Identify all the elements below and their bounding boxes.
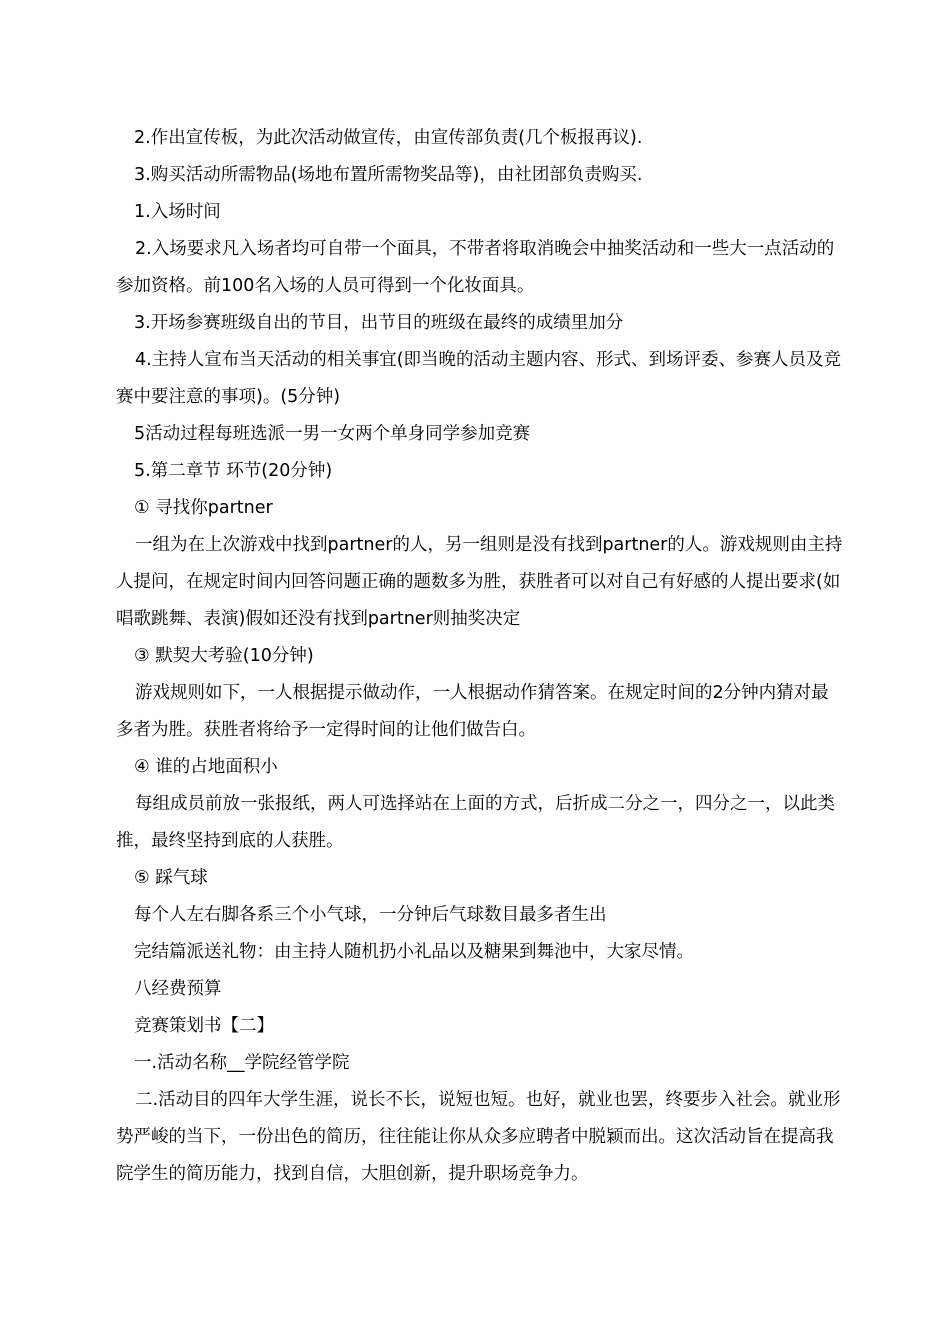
paragraph-16: 每个人左右脚各系三个小气球，一分钟后气球数目最多者生出 [134,905,607,925]
paragraph-1: 2.作出宣传板，为此次活动做宣传，由宣传部负责(几个板报再议). [134,128,643,148]
paragraph-10: 一组为在上次游戏中找到partner的人，另一组则是没有找到partner的人。游戏规则由主持人提问，在规定时间内回答问题正确的题数多为胜，获胜者可以对自己有好感的人提出要求(如唱歌跳舞、表演)假如还没有找到partner则抽奖决定 [116,535,843,629]
paragraph-5: 3.开场参赛班级自出的节目，出节目的班级在最终的成绩里加分 [134,313,624,333]
paragraph-14: 每组成员前放一张报纸，两人可选择站在上面的方式，后折成二分之一，四分之一，以此类推，最终坚持到底的人获胜。 [116,794,835,851]
paragraph-18: 八经费预算 [134,979,222,999]
paragraph-19: 竞赛策划书【二】 [134,1016,274,1036]
paragraph-21: 二.活动目的四年大学生涯，说长不长，说短也短。也好，就业也罢，终要步入社会。就业形势严峻的当下，一份出色的简历，往往能让你从众多应聘者中脱颖而出。这次活动旨在提高我院学生的简历能力，找到自信，大胆创新，提升职场竞争力。 [116,1090,841,1184]
paragraph-17: 完结篇派送礼物：由主持人随机扔小礼品以及糖果到舞池中，大家尽情。 [134,942,694,962]
paragraph-6: 4.主持人宣布当天活动的相关事宜(即当晚的活动主题内容、形式、到场评委、参赛人员及竞赛中要注意的事项)。(5分钟) [116,350,842,407]
paragraph-11: ③ 默契大考验(10分钟) [134,646,314,666]
paragraph-7: 5活动过程每班选派一男一女两个单身同学参加竞赛 [134,424,531,444]
paragraph-12: 游戏规则如下，一人根据提示做动作，一人根据动作猜答案。在规定时间的2分钟内猜对最多者为胜。获胜者将给予一定得时间的让他们做告白。 [116,683,829,740]
paragraph-20: 一.活动名称__学院经管学院 [134,1053,350,1073]
paragraph-2: 3.购买活动所需物品(场地布置所需物奖品等)，由社团部负责购买. [134,165,643,185]
paragraph-4: 2.入场要求凡入场者均可自带一个面具，不带者将取消晚会中抽奖活动和一些大一点活动的参加资格。前100名入场的人员可得到一个化妆面具。 [116,239,835,296]
paragraph-13: ④ 谁的占地面积小 [134,757,278,777]
paragraph-8: 5.第二章节 环节(20分钟) [134,461,333,481]
paragraph-15: ⑤ 踩气球 [134,868,208,888]
paragraph-3: 1.入场时间 [134,202,221,222]
paragraph-9: ① 寻找你partner [134,498,273,518]
